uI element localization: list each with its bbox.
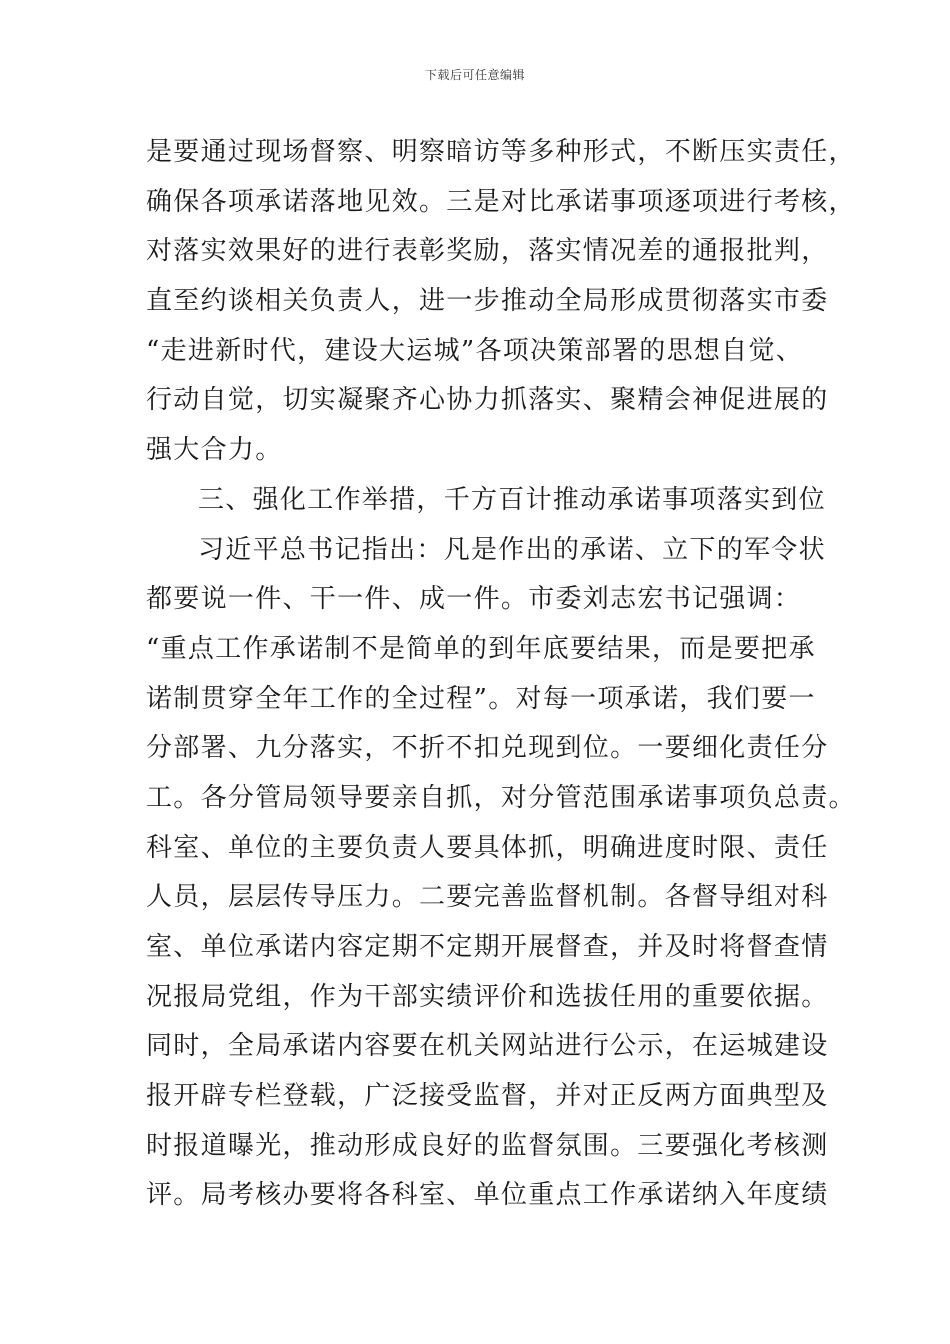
text-line: 同时，全局承诺内容要在机关网站进行公示，在运城建设	[146, 1031, 829, 1062]
text-line: 分部署、九分落实，不折不扣兑现到位。一要细化责任分	[146, 733, 829, 764]
text-line: 三、强化工作举措，千方百计推动承诺事项落实到位	[198, 484, 826, 515]
text-line: 行动自觉，切实凝聚齐心协力抓落实、聚精会神促进展的	[146, 385, 829, 416]
text-line: 确保各项承诺落地见效。三是对比承诺事项逐项进行考核，	[146, 186, 856, 217]
text-line: 科室、单位的主要负责人要具体抓，明确进度时限、责任	[146, 832, 829, 863]
text-line: 是要通过现场督察、明察暗访等多种形式，不断压实责任，	[146, 137, 856, 167]
text-line: 工。各分管局领导要亲自抓，对分管范围承诺事项负总责。	[146, 782, 856, 813]
text-line: 习近平总书记指出：凡是作出的承诺、立下的军令状	[198, 534, 826, 565]
text-line: 时报道曝光，推动形成良好的监督氛围。三要强化考核测	[146, 1130, 829, 1161]
document-body	[146, 128, 856, 1221]
text-line: 强大合力。	[146, 435, 283, 466]
text-line: 评。局考核办要将各科室、单位重点工作承诺纳入年度绩	[146, 1180, 829, 1211]
text-line: 直至约谈相关负责人，进一步推动全局形成贯彻落实市委	[146, 286, 829, 317]
text-line: 对落实效果好的进行表彰奖励，落实情况差的通报批判，	[146, 236, 829, 267]
download-note: 下载后可任意编辑	[424, 68, 525, 82]
text-line: 都要说一件、干一件、成一件。市委刘志宏书记强调：	[146, 584, 802, 615]
text-line: 室、单位承诺内容定期不定期开展督查，并及时将督查情	[146, 932, 829, 962]
text-line: 报开辟专栏登载，广泛接受监督，并对正反两方面典型及	[146, 1081, 829, 1112]
text-line: 人员，层层传导压力。二要完善监督机制。各督导组对科	[146, 882, 829, 913]
text-line: 诺制贯穿全年工作的全过程”。对每一项承诺，我们要一	[146, 683, 816, 714]
text-line: “走进新时代，建设大运城”各项决策部署的思想自觉、	[146, 335, 804, 366]
text-line: “重点工作承诺制不是简单的到年底要结果，而是要把承	[146, 633, 816, 664]
text-line: 况报局党组，作为干部实绩评价和选拔任用的重要依据。	[146, 981, 829, 1012]
